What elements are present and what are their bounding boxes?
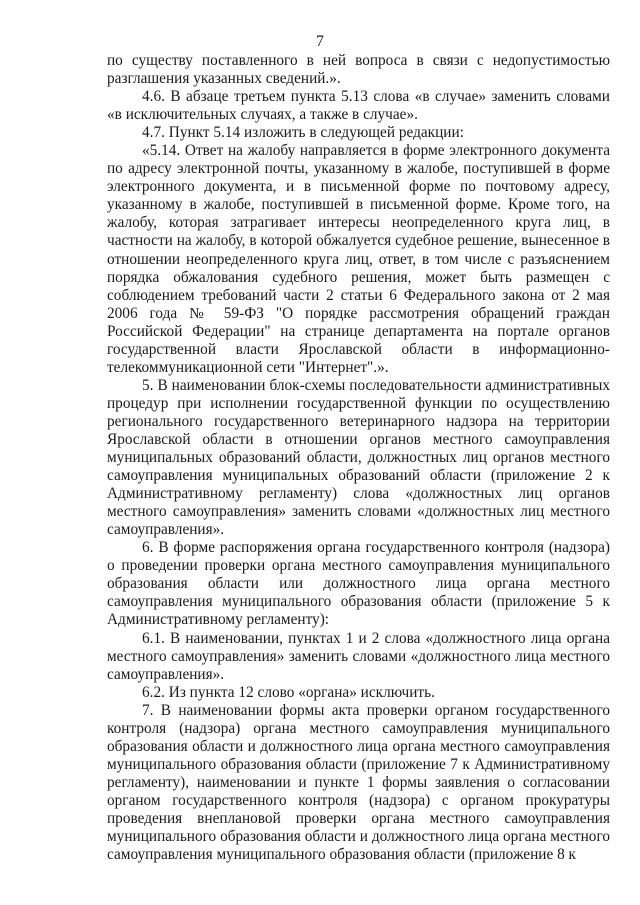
paragraph-5: 5. В наименовании блок-схемы последовательности административных процедур при исполнении государственной функции по осуществлению регионального государственного ветеринарного надзора на территории Ярославской области в отношении органов местного самоуправления муниципальных образований области, должностных лиц органов местного самоуправления муниципальных образований области (приложение 2 к Административному регламенту) слова «должностных лиц органов местного самоуправления» заменить словами «должностных лиц местного самоуправления». [107,376,610,539]
document-body [107,52,610,864]
paragraph-6-1: 6.1. В наименовании, пунктах 1 и 2 слова «должностного лица органа местного самоуправления» заменить словами «должностного лица местного самоуправления». [107,629,610,683]
paragraph-4-6: 4.6. В абзаце третьем пункта 5.13 слова «в случае» заменить словами «в исключительных случаях, а также в случае». [107,88,610,124]
paragraph-6: 6. В форме распоряжения органа государственного контроля (надзора) о проведении проверки органа местного самоуправления муниципального образования области или должностного лица органа местного самоуправления муниципального образования области (приложение 5 к Административному регламенту): [107,539,610,629]
paragraph-6-2: 6.2. Из пункта 12 слово «органа» исключить. [142,683,435,701]
paragraph-4-7: 4.7. Пункт 5.14 изложить в следующей редакции: [142,124,464,142]
paragraph-continuation: по существу поставленного в ней вопроса в связи с недопустимостью разглашения указанных сведений.». [107,52,610,88]
page-number: 7 [316,33,324,50]
paragraph-5-14-quote: «5.14. Ответ на жалобу направляется в форме электронного документа по адресу электронной почты, указанному в жалобе, поступившей в форме электронного документа, и в письменной форме по почтовому адресу, указанному в жалобе, поступившей в письменной форме. Кроме того, на жалобу, которая затрагивает интересы неопределенного круга лиц, в частности на жалобу, в которой обжалуется судебное решение, вынесенное в отношении неопределенного круга лиц, ответ, в том числе с разъяснением порядка обжалования судебного решения, может быть размещен с соблюдением требований части 2 статьи 6 Федерального закона от 2 мая 2006 года № 59-ФЗ "О порядке рассмотрения обращений граждан Российской Федерации" на странице департамента на портале органов государственной власти Ярославской области в информационно-телекоммуникационной сети "Интернет".». [107,142,610,376]
paragraph-7: 7. В наименовании формы акта проверки органом государственного контроля (надзора) органа местного самоуправления муниципального образования области и должностного лица органа местного самоуправления муниципального образования области (приложение 7 к Административному регламенту), наименовании и пункте 1 формы заявления о согласовании органом государственного контроля (надзора) с органом прокуратуры проведения внеплановой проверки органа местного самоуправления муниципального образования области и должностного лица органа местного самоуправления муниципального образования области (приложение 8 к [107,701,610,864]
